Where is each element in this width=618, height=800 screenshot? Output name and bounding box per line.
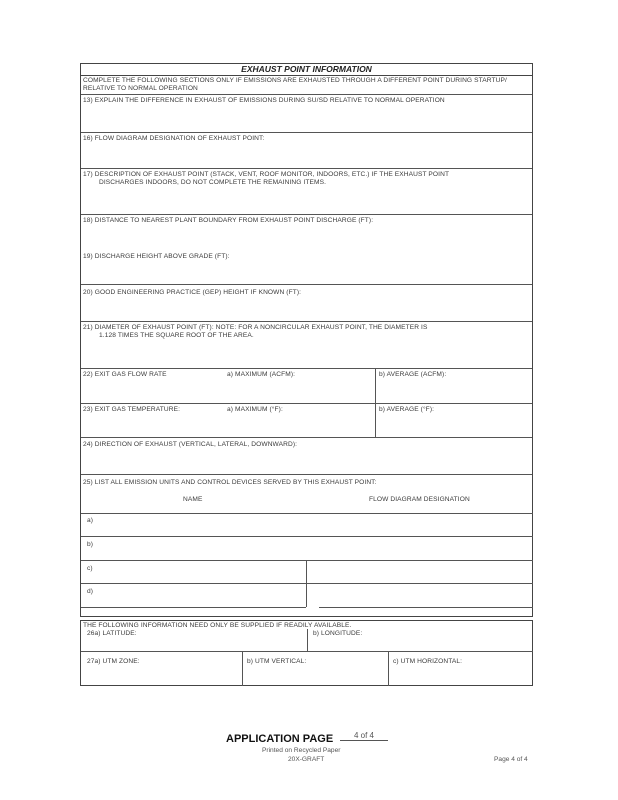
item-23-label: 23) EXIT GAS TEMPERATURE:	[83, 406, 181, 413]
item-20-label: 20) GOOD ENGINEERING PRACTICE (GEP) HEIGHT IF KNOWN (FT):	[83, 289, 302, 296]
section-16	[81, 133, 532, 169]
complete-note-line1: COMPLETE THE FOLLOWING SECTIONS ONLY IF EMISSIONS ARE EXHAUSTED THROUGH A DIFFERENT POINT DURING STARTUP/	[83, 77, 507, 84]
row-line	[81, 513, 533, 514]
item-22a-label: a) MAXIMUM (ACFM):	[227, 371, 296, 378]
section-24	[81, 438, 532, 475]
utm-divider	[388, 651, 389, 686]
exhaust-point-form	[80, 63, 533, 617]
row-line	[81, 651, 533, 652]
col-flow-header: FLOW DIAGRAM DESIGNATION	[369, 496, 470, 503]
item-24-label: 24) DIRECTION OF EXHAUST (VERTICAL, LATERAL, DOWNWARD):	[83, 441, 298, 448]
section-21	[81, 322, 532, 369]
item-17-line2: DISCHARGES INDOORS, DO NOT COMPLETE THE REMAINING ITEMS.	[99, 179, 327, 186]
item-19-label: 19) DISCHARGE HEIGHT ABOVE GRADE (FT):	[83, 253, 230, 260]
note-divider	[81, 94, 532, 95]
col-name-header: NAME	[183, 496, 203, 503]
complete-note-line2: RELATIVE TO NORMAL OPERATION	[83, 85, 198, 92]
item-17-line1: 17) DESCRIPTION OF EXHAUST POINT (STACK, VENT, ROOF MONITOR, INDOORS, ETC.) IF THE EXHAUST POINT	[83, 171, 450, 178]
item-22-label: 22) EXIT GAS FLOW RATE	[83, 371, 167, 378]
section-25	[81, 475, 532, 617]
item-26b-label: b) LONGITUDE:	[313, 630, 363, 637]
item-25-label: 25) LIST ALL EMISSION UNITS AND CONTROL DEVICES SERVED BY THIS EXHAUST POINT:	[83, 479, 377, 486]
item-21-line1: 21) DIAMETER OF EXHAUST POINT (FT): NOTE: FOR A NONCIRCULAR EXHAUST POINT, THE DIAMETER IS	[83, 324, 428, 331]
row-line	[81, 560, 533, 561]
item-13-label: 13) EXPLAIN THE DIFFERENCE IN EXHAUST OF EMISSIONS DURING SU/SD RELATIVE TO NORMAL OPERATION	[83, 97, 445, 104]
row-b-label: b)	[87, 541, 94, 548]
item-27c-label: c) UTM HORIZONTAL:	[393, 658, 463, 665]
item-27b-label: b) UTM VERTICAL:	[247, 658, 307, 665]
item-18-label: 18) DISTANCE TO NEAREST PLANT BOUNDARY FROM EXHAUST POINT DISCHARGE (FT):	[83, 217, 374, 224]
location-note: THE FOLLOWING INFORMATION NEED ONLY BE SUPPLIED IF READILY AVAILABLE.	[83, 622, 352, 629]
row-line	[81, 583, 533, 584]
location-form	[80, 620, 533, 686]
row-line	[319, 607, 533, 608]
col-divider	[306, 560, 307, 607]
row-line	[81, 536, 533, 537]
item-22b-label: b) AVERAGE (ACFM):	[379, 371, 447, 378]
item-26a-label: 26a) LATITUDE:	[87, 630, 137, 637]
application-page-title: APPLICATION PAGE	[226, 733, 334, 745]
section-23	[81, 404, 532, 438]
item-21-line2: 1.128 TIMES THE SQUARE ROOT OF THE AREA.	[99, 332, 254, 339]
section-20	[81, 285, 532, 322]
section-18-19	[81, 215, 532, 285]
item-23b-label: b) AVERAGE (°F):	[379, 406, 435, 413]
lat-lon-divider	[307, 629, 308, 651]
application-page-number: 4 of 4	[340, 731, 388, 741]
form-number: 20X-GRAFT	[288, 756, 325, 763]
row-line	[81, 607, 306, 608]
row-c-label: c)	[87, 565, 93, 572]
row-d-label: d)	[87, 588, 94, 595]
utm-divider	[242, 651, 243, 686]
recycled-paper-note: Printed on Recycled Paper	[262, 747, 341, 754]
item-27a-label: 27a) UTM ZONE:	[87, 658, 140, 665]
row-a-label: a)	[87, 517, 94, 524]
section-17	[81, 169, 532, 215]
form-title: EXHAUST POINT INFORMATION	[81, 64, 532, 76]
section-22	[81, 369, 532, 404]
item-23a-label: a) MAXIMUM (°F):	[227, 406, 283, 413]
section-13	[81, 76, 532, 133]
page-footer-label: Page 4 of 4	[494, 756, 528, 763]
temp-divider	[375, 369, 376, 438]
item-16-label: 16) FLOW DIAGRAM DESIGNATION OF EXHAUST POINT:	[83, 135, 265, 142]
